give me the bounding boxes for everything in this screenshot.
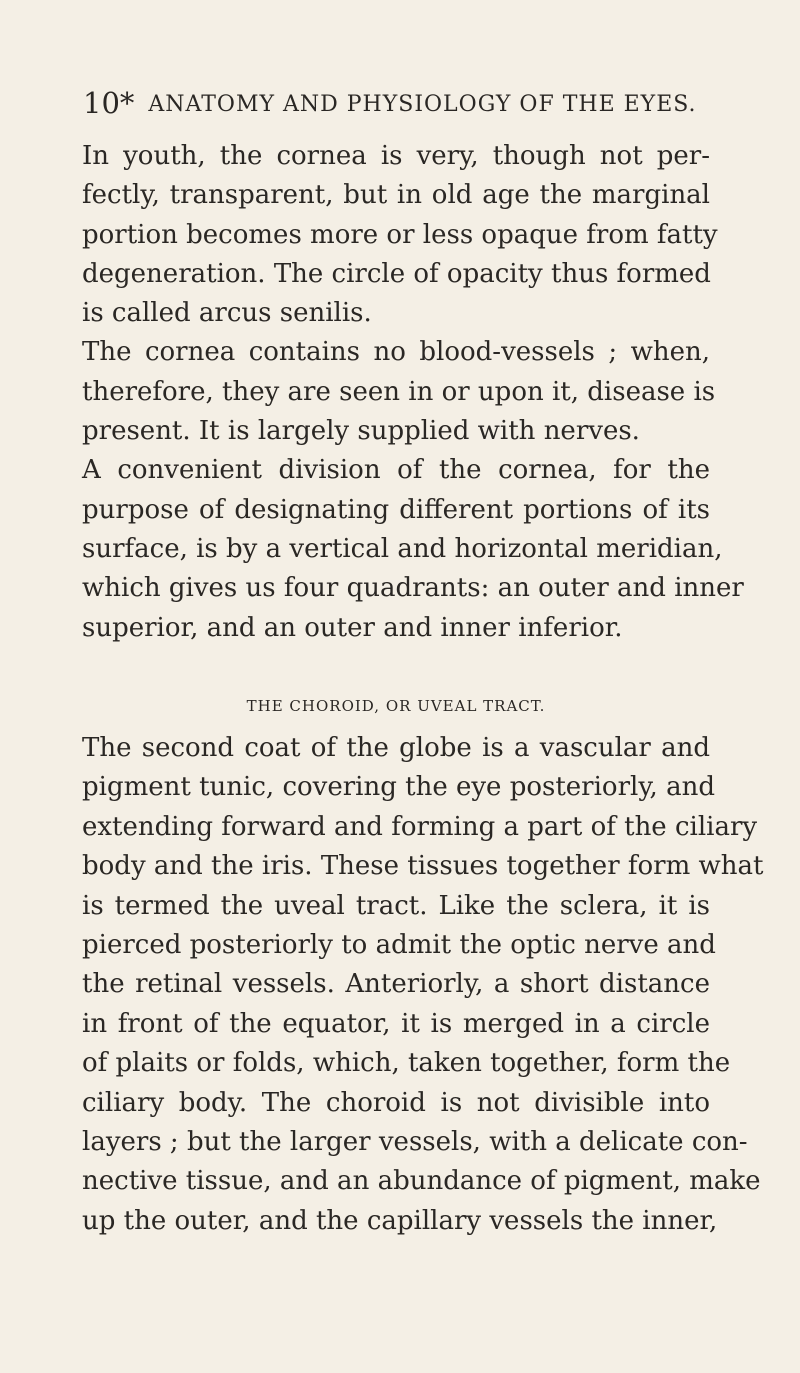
body-text-choroid — [82, 729, 764, 1241]
page-number: 10* — [83, 86, 135, 120]
paragraph-arcus-senilis — [82, 137, 718, 333]
text-line: which gives us four quadrants: an outer and inner — [82, 573, 744, 604]
text-line: is termed the uveal tract. Like the sclera, it is — [82, 890, 710, 921]
text-line: present. It is largely supplied with nerves. — [82, 416, 640, 447]
body-text-top — [82, 137, 744, 648]
text-line: The cornea contains no blood-vessels ; when, — [82, 337, 710, 368]
text-line: is called arcus senilis. — [82, 298, 372, 329]
text-line: extending forward and forming a part of the ciliary — [82, 811, 758, 842]
text-line: A convenient division of the cornea, for the — [82, 455, 710, 486]
text-line: ciliary body. The choroid is not divisible into — [82, 1087, 710, 1118]
text-line: portion becomes more or less opaque from fatty — [82, 219, 718, 250]
page-header — [83, 86, 703, 126]
text-line: the retinal vessels. Anteriorly, a short distance — [82, 969, 710, 1000]
text-line: pigment tunic, covering the eye posteriorly, and — [82, 772, 715, 803]
text-line: up the outer, and the capillary vessels the inner, — [82, 1205, 718, 1236]
text-line: degeneration. The circle of opacity thus formed — [82, 258, 711, 289]
text-line: therefore, they are seen in or upon it, disease is — [82, 376, 716, 407]
text-line: In youth, the cornea is very, though not per- — [82, 141, 710, 171]
text-line: body and the iris. These tissues together form what — [82, 851, 764, 882]
text-line: of plaits or folds, which, taken together, form the — [82, 1048, 731, 1079]
text-line: nective tissue, and an abundance of pigment, make — [82, 1166, 761, 1197]
paragraph-choroid — [82, 729, 764, 1241]
text-line: fectly, transparent, but in old age the marginal — [82, 180, 710, 211]
text-line: purpose of designating different portions of its — [82, 494, 710, 525]
text-line: in front of the equator, it is merged in a circle — [82, 1008, 710, 1039]
section-heading: THE CHOROID, OR UVEAL TRACT. — [246, 697, 546, 715]
paragraph-quadrants — [82, 451, 744, 647]
text-line: The second coat of the globe is a vascular and — [82, 733, 710, 763]
text-line: layers ; but the larger vessels, with a delicate con- — [82, 1126, 748, 1157]
text-line: surface, is by a vertical and horizontal meridian, — [82, 533, 723, 564]
text-line: pierced posteriorly to admit the optic nerve and — [82, 929, 716, 960]
running-title: ANATOMY AND PHYSIOLOGY OF THE EYES. — [148, 92, 697, 117]
text-line: superior, and an outer and inner inferior. — [82, 612, 623, 643]
paragraph-blood-vessels — [82, 333, 716, 451]
